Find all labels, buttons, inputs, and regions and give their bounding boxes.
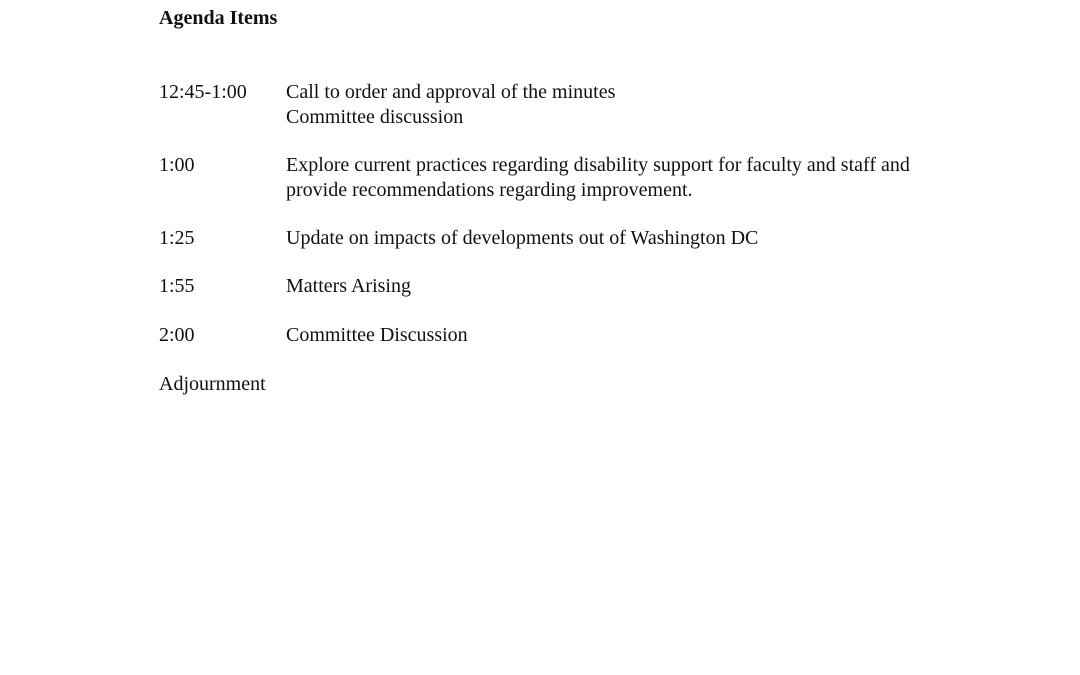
agenda-description <box>286 80 956 129</box>
agenda-heading: Agenda Items <box>159 7 278 29</box>
agenda-time: 2:00 <box>159 324 195 346</box>
agenda-description <box>286 226 956 251</box>
agenda-description-line: Matters Arising <box>286 275 411 297</box>
agenda-description-line: Committee Discussion <box>286 324 468 346</box>
agenda-description-line: Update on impacts of developments out of Washington DC <box>286 227 759 249</box>
agenda-time: 1:55 <box>159 275 195 297</box>
agenda-time: 1:25 <box>159 227 195 249</box>
agenda-document <box>159 5 959 395</box>
adjournment: Adjournment <box>159 373 266 395</box>
agenda-time: 12:45-1:00 <box>159 81 247 103</box>
agenda-description <box>286 153 956 202</box>
agenda-description <box>286 323 956 348</box>
agenda-description-line: Explore current practices regarding disability support for faculty and staff and <box>286 154 910 176</box>
agenda-time: 1:00 <box>159 154 195 176</box>
agenda-description-line: Call to order and approval of the minutes <box>286 81 616 103</box>
agenda-description-line: Committee discussion <box>286 105 464 128</box>
agenda-description <box>286 274 956 299</box>
agenda-description-line: provide recommendations regarding improvement. <box>286 178 693 201</box>
